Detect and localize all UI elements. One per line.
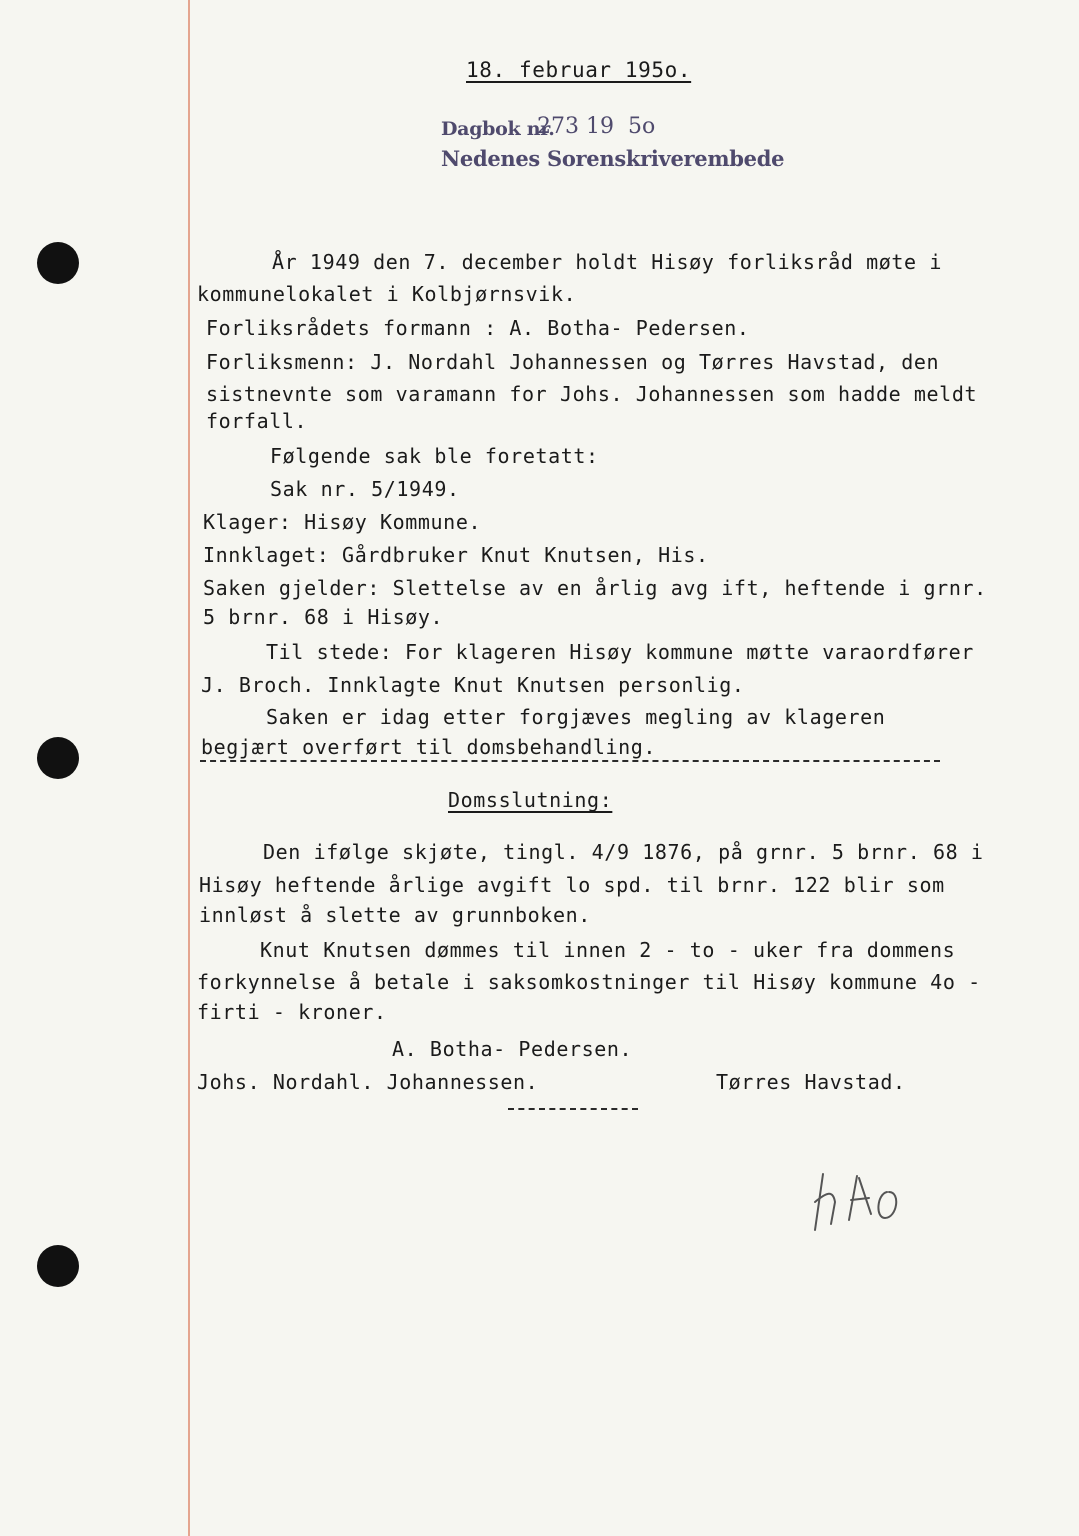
body-line: År 1949 den 7. december holdt Hisøy forliksråd møte i bbox=[272, 250, 942, 274]
punch-hole-top bbox=[37, 242, 79, 284]
margin-line bbox=[188, 0, 190, 1536]
judgment-line: innløst å slette av grunnboken. bbox=[199, 903, 591, 927]
body-line: Innklaget: Gårdbruker Knut Knutsen, His. bbox=[203, 543, 709, 567]
stamp-number: 273 19 5o bbox=[537, 114, 656, 139]
body-line: Følgende sak ble foretatt: bbox=[270, 444, 599, 468]
body-line: Forliksmenn: J. Nordahl Johannessen og Tørres Havstad, den bbox=[206, 350, 940, 374]
handwritten-initials-mark bbox=[805, 1162, 915, 1242]
body-line: Sak nr. 5/1949. bbox=[270, 477, 460, 501]
body-line: Til stede: For klageren Hisøy kommune møtte varaordfører bbox=[266, 640, 974, 664]
judgment-heading: Domsslutning: bbox=[448, 788, 613, 812]
body-line: begjært overført til domsbehandling. bbox=[201, 735, 657, 759]
body-line: Saken gjelder: Slettelse av en årlig avg ift, heftende i grnr. bbox=[203, 576, 987, 600]
separator-dashed bbox=[200, 760, 940, 762]
punch-hole-middle bbox=[37, 737, 79, 779]
separator-short bbox=[508, 1108, 638, 1110]
body-line: forfall. bbox=[206, 409, 308, 433]
stamp-office: Nedenes Sorenskriverembede bbox=[441, 146, 785, 171]
signature-right: Tørres Havstad. bbox=[716, 1070, 906, 1094]
body-line: 5 brnr. 68 i Hisøy. bbox=[203, 605, 444, 629]
body-line: Klager: Hisøy Kommune. bbox=[203, 510, 482, 534]
signature-left: Johs. Nordahl. Johannessen. bbox=[197, 1070, 539, 1094]
judgment-line: Knut Knutsen dømmes til innen 2 - to - uker fra dommens bbox=[260, 938, 956, 962]
judgment-line: Den ifølge skjøte, tingl. 4/9 1876, på grnr. 5 brnr. 68 i bbox=[263, 840, 984, 864]
document-date: 18. februar 195o. bbox=[466, 58, 692, 82]
judgment-line: firti - kroner. bbox=[197, 1000, 387, 1024]
body-line: sistnevnte som varamann for Johs. Johannessen som hadde meldt bbox=[206, 382, 978, 406]
body-line: kommunelokalet i Kolbjørnsvik. bbox=[197, 282, 577, 306]
signature-chair: A. Botha- Pedersen. bbox=[392, 1037, 633, 1061]
judgment-line: Hisøy heftende årlige avgift lo spd. til brnr. 122 blir som bbox=[199, 873, 945, 897]
body-line: J. Broch. Innklagte Knut Knutsen personlig. bbox=[201, 673, 745, 697]
stamp-label: Dagbok nr. bbox=[441, 118, 555, 140]
body-line: Saken er idag etter forgjæves megling av klageren bbox=[266, 705, 886, 729]
punch-hole-bottom bbox=[37, 1245, 79, 1287]
judgment-line: forkynnelse å betale i saksomkostninger til Hisøy kommune 4o - bbox=[197, 970, 981, 994]
body-line: Forliksrådets formann : A. Botha- Pedersen. bbox=[206, 316, 750, 340]
